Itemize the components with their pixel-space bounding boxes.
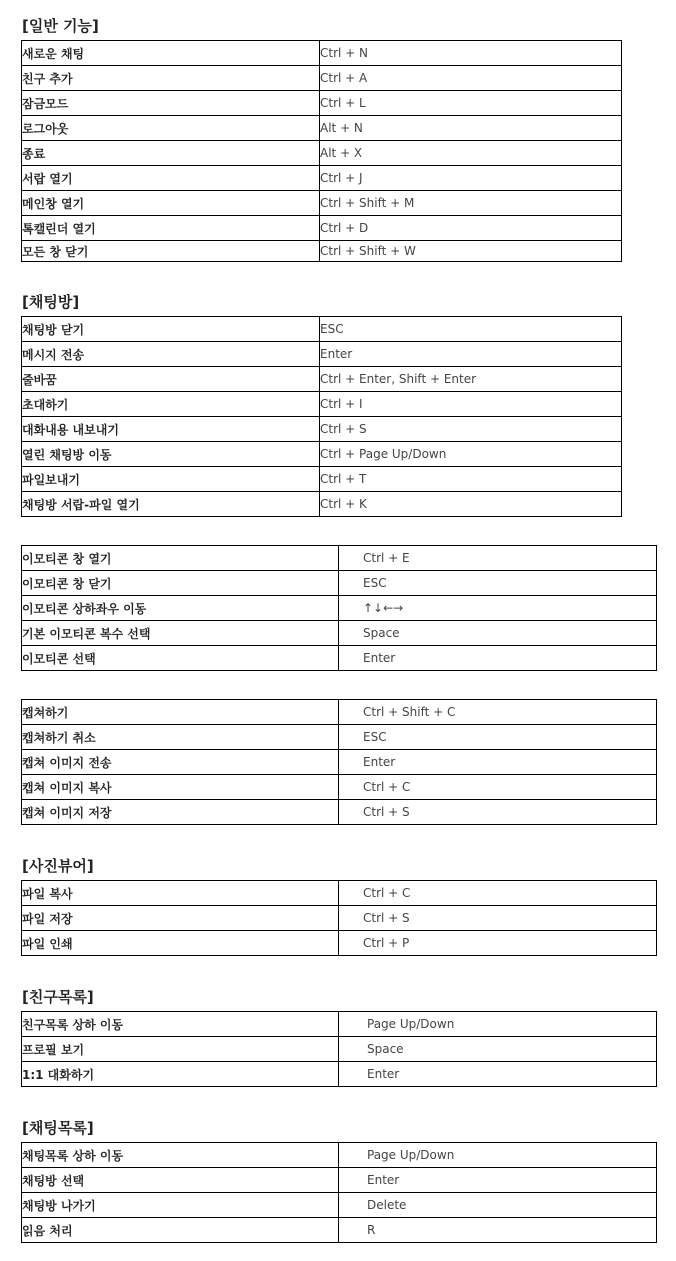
- action-cell: 캡쳐하기: [22, 700, 339, 725]
- table-row: [22, 881, 657, 906]
- shortcut-table-friend-list: [21, 1011, 657, 1087]
- shortcut-cell: Page Up/Down: [339, 1012, 657, 1037]
- shortcut-cell: Ctrl + L: [320, 91, 622, 116]
- table-row: [22, 342, 622, 367]
- section-heading-chatroom: [채팅방]: [22, 293, 80, 311]
- table-row: [22, 41, 622, 66]
- shortcut-cell: Ctrl + D: [320, 216, 622, 241]
- action-cell: 읽음 처리: [22, 1218, 339, 1243]
- action-cell: 종료: [22, 141, 320, 166]
- action-cell: 채팅방 닫기: [22, 317, 320, 342]
- table-row: [22, 621, 657, 646]
- table-row: [22, 1062, 657, 1087]
- shortcut-cell: ESC: [339, 571, 657, 596]
- table-row: [22, 141, 622, 166]
- section-heading-general: [일반 기능]: [22, 17, 99, 35]
- action-cell: 캡쳐 이미지 저장: [22, 800, 339, 825]
- action-cell: 채팅방 선택: [22, 1168, 339, 1193]
- shortcut-cell: Page Up/Down: [339, 1143, 657, 1168]
- shortcut-cell: Ctrl + S: [339, 906, 657, 931]
- table-row: [22, 931, 657, 956]
- action-cell: 채팅방 서랍-파일 열기: [22, 492, 320, 517]
- table-row: [22, 91, 622, 116]
- action-cell: 잠금모드: [22, 91, 320, 116]
- action-cell: 파일 인쇄: [22, 931, 339, 956]
- action-cell: 이모티콘 선택: [22, 646, 339, 671]
- action-cell: 캡쳐 이미지 복사: [22, 775, 339, 800]
- shortcut-cell: Ctrl + Shift + W: [320, 241, 622, 262]
- table-row: [22, 492, 622, 517]
- shortcut-cell: Ctrl + Shift + M: [320, 191, 622, 216]
- table-row: [22, 571, 657, 596]
- action-cell: 대화내용 내보내기: [22, 417, 320, 442]
- shortcut-cell: Alt + N: [320, 116, 622, 141]
- table-row: [22, 367, 622, 392]
- action-cell: 캡쳐하기 취소: [22, 725, 339, 750]
- shortcut-cell: Enter: [339, 750, 657, 775]
- shortcut-table-chat-list: [21, 1142, 657, 1243]
- action-cell: 파일 저장: [22, 906, 339, 931]
- action-cell: 친구목록 상하 이동: [22, 1012, 339, 1037]
- shortcut-cell: Ctrl + C: [339, 775, 657, 800]
- section-heading-friend-list: [친구목록]: [22, 988, 94, 1006]
- action-cell: 모든 창 닫기: [22, 241, 320, 262]
- shortcut-cell: Ctrl + Shift + C: [339, 700, 657, 725]
- table-row: [22, 1143, 657, 1168]
- shortcut-cell: R: [339, 1218, 657, 1243]
- table-row: [22, 906, 657, 931]
- action-cell: 톡캘린더 열기: [22, 216, 320, 241]
- table-row: [22, 1168, 657, 1193]
- action-cell: 새로운 채팅: [22, 41, 320, 66]
- action-cell: 메시지 전송: [22, 342, 320, 367]
- shortcut-cell: Ctrl + S: [339, 800, 657, 825]
- table-row: [22, 66, 622, 91]
- shortcut-cell: Delete: [339, 1193, 657, 1218]
- shortcut-table-capture: [21, 699, 657, 825]
- table-row: [22, 1037, 657, 1062]
- table-row: [22, 191, 622, 216]
- shortcut-table-chatroom: [21, 316, 622, 517]
- shortcut-cell: Space: [339, 621, 657, 646]
- shortcut-cell: ESC: [320, 317, 622, 342]
- action-cell: 이모티콘 상하좌우 이동: [22, 596, 339, 621]
- action-cell: 줄바꿈: [22, 367, 320, 392]
- action-cell: 채팅목록 상하 이동: [22, 1143, 339, 1168]
- shortcut-cell: Ctrl + Page Up/Down: [320, 442, 622, 467]
- table-row: [22, 800, 657, 825]
- shortcut-cell: Ctrl + E: [339, 546, 657, 571]
- action-cell: 이모티콘 창 닫기: [22, 571, 339, 596]
- table-row: [22, 1012, 657, 1037]
- section-heading-photo-viewer: [사진뷰어]: [22, 857, 94, 875]
- shortcut-cell: Ctrl + K: [320, 492, 622, 517]
- action-cell: 파일 복사: [22, 881, 339, 906]
- shortcut-cell: Ctrl + N: [320, 41, 622, 66]
- shortcut-table-general: [21, 40, 622, 262]
- table-row: [22, 646, 657, 671]
- table-row: [22, 1193, 657, 1218]
- shortcut-cell: Enter: [339, 1168, 657, 1193]
- action-cell: 메인창 열기: [22, 191, 320, 216]
- table-row: [22, 241, 622, 262]
- action-cell: 기본 이모티콘 복수 선택: [22, 621, 339, 646]
- table-row: [22, 596, 657, 621]
- shortcut-cell: Ctrl + Enter, Shift + Enter: [320, 367, 622, 392]
- shortcut-cell: Ctrl + P: [339, 931, 657, 956]
- table-row: [22, 166, 622, 191]
- shortcut-cell: ↑↓←→: [339, 596, 657, 621]
- table-row: [22, 392, 622, 417]
- table-row: [22, 417, 622, 442]
- shortcut-cell: Ctrl + I: [320, 392, 622, 417]
- table-row: [22, 1218, 657, 1243]
- action-cell: 열린 채팅방 이동: [22, 442, 320, 467]
- shortcut-cell: Ctrl + J: [320, 166, 622, 191]
- table-row: [22, 116, 622, 141]
- action-cell: 캡쳐 이미지 전송: [22, 750, 339, 775]
- shortcut-cell: Enter: [339, 646, 657, 671]
- table-row: [22, 442, 622, 467]
- action-cell: 채팅방 나가기: [22, 1193, 339, 1218]
- shortcut-cell: Enter: [339, 1062, 657, 1087]
- table-row: [22, 700, 657, 725]
- shortcut-cell: Ctrl + C: [339, 881, 657, 906]
- shortcut-cell: Enter: [320, 342, 622, 367]
- table-row: [22, 216, 622, 241]
- action-cell: 이모티콘 창 열기: [22, 546, 339, 571]
- table-row: [22, 725, 657, 750]
- table-row: [22, 546, 657, 571]
- action-cell: 파일보내기: [22, 467, 320, 492]
- shortcut-table-photo-viewer: [21, 880, 657, 956]
- action-cell: 1:1 대화하기: [22, 1062, 339, 1087]
- shortcut-cell: Ctrl + A: [320, 66, 622, 91]
- shortcut-cell: Ctrl + S: [320, 417, 622, 442]
- shortcut-cell: Ctrl + T: [320, 467, 622, 492]
- shortcut-cell: ESC: [339, 725, 657, 750]
- shortcut-table-emoticon: [21, 545, 657, 671]
- action-cell: 서랍 열기: [22, 166, 320, 191]
- table-row: [22, 467, 622, 492]
- table-row: [22, 317, 622, 342]
- action-cell: 초대하기: [22, 392, 320, 417]
- shortcut-cell: Space: [339, 1037, 657, 1062]
- table-row: [22, 775, 657, 800]
- table-row: [22, 750, 657, 775]
- section-heading-chat-list: [채팅목록]: [22, 1119, 94, 1137]
- action-cell: 로그아웃: [22, 116, 320, 141]
- action-cell: 친구 추가: [22, 66, 320, 91]
- action-cell: 프로필 보기: [22, 1037, 339, 1062]
- shortcut-cell: Alt + X: [320, 141, 622, 166]
